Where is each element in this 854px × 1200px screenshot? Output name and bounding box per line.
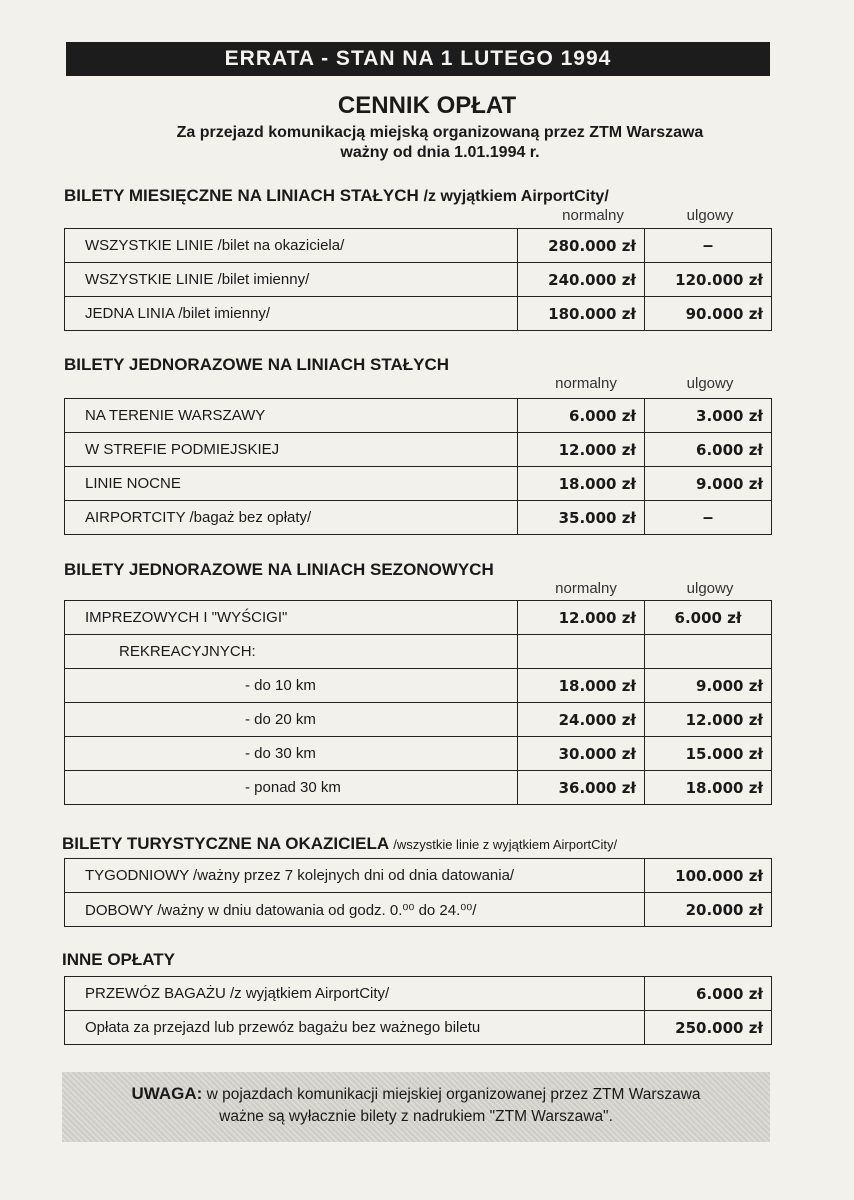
- col-normal-header: normalny: [562, 207, 624, 224]
- price-normal: 35.000 zł: [518, 501, 645, 535]
- price-reduced: 3.000 zł: [645, 399, 772, 433]
- table-row: [65, 1011, 772, 1045]
- price-reduced: –: [645, 229, 772, 263]
- single-fixed-table: [64, 398, 772, 535]
- subtitle-line-2: ważny od dnia 1.01.1994 r.: [340, 144, 540, 161]
- price-reduced: 12.000 zł: [645, 703, 772, 737]
- row-label: JEDNA LINIA /bilet imienny/: [65, 297, 518, 331]
- tourist-title: BILETY TURYSTYCZNE NA OKAZICIELA: [62, 834, 389, 853]
- price-reduced: 120.000 zł: [645, 263, 772, 297]
- price-normal: 12.000 zł: [518, 601, 645, 635]
- subtitle-line-1: Za przejazd komunikacją miejską organizowaną przez ZTM Warszawa: [176, 124, 704, 141]
- single-fixed-title: BILETY JEDNORAZOWE NA LINIACH STAŁYCH: [64, 355, 450, 374]
- price-reduced: 6.000 zł: [645, 601, 772, 635]
- table-row: [65, 501, 772, 535]
- tourist-table: [64, 858, 772, 927]
- row-label: W STREFIE PODMIEJSKIEJ: [65, 433, 518, 467]
- table-row: [65, 859, 772, 893]
- row-label: REKREACYJNYCH:: [65, 635, 518, 669]
- other-title: INNE OPŁATY: [62, 950, 176, 969]
- table-row: [65, 229, 772, 263]
- col-normal-header: normalny: [555, 580, 617, 597]
- section-monthly-title: [64, 186, 609, 206]
- price-normal: 30.000 zł: [518, 737, 645, 771]
- price-normal: 36.000 zł: [518, 771, 645, 805]
- col-reduced-header: ulgowy: [686, 207, 734, 224]
- row-label: PRZEWÓZ BAGAŻU /z wyjątkiem AirportCity/: [65, 977, 645, 1011]
- row-label: - do 20 km: [65, 703, 518, 737]
- row-label: - do 10 km: [65, 669, 518, 703]
- price-normal: 12.000 zł: [518, 433, 645, 467]
- table-row: [65, 703, 772, 737]
- single-seasonal-table: [64, 600, 772, 805]
- price-reduced: 18.000 zł: [645, 771, 772, 805]
- row-label: LINIE NOCNE: [65, 467, 518, 501]
- row-label: WSZYSTKIE LINIE /bilet na okaziciela/: [65, 229, 518, 263]
- notice-text: [62, 1083, 770, 1128]
- col-reduced-header: ulgowy: [686, 375, 734, 392]
- table-row: [65, 893, 772, 927]
- price-reduced: 90.000 zł: [645, 297, 772, 331]
- row-label: NA TERENIE WARSZAWY: [65, 399, 518, 433]
- price-normal: 6.000 zł: [518, 399, 645, 433]
- row-label: - ponad 30 km: [65, 771, 518, 805]
- row-label: WSZYSTKIE LINIE /bilet imienny/: [65, 263, 518, 297]
- col-normal-header: normalny: [555, 375, 617, 392]
- price-normal: [518, 635, 645, 669]
- table-row: [65, 977, 772, 1011]
- price: 20.000 zł: [645, 893, 772, 927]
- price-reduced: 9.000 zł: [645, 669, 772, 703]
- table-row: [65, 263, 772, 297]
- table-row: [65, 737, 772, 771]
- price-normal: 180.000 zł: [518, 297, 645, 331]
- row-label: IMPREZOWYCH I "WYŚCIGI": [65, 601, 518, 635]
- table-row: [65, 601, 772, 635]
- price-normal: 240.000 zł: [518, 263, 645, 297]
- price-reduced: 15.000 zł: [645, 737, 772, 771]
- monthly-note: /z wyjątkiem AirportCity/: [423, 188, 609, 205]
- tourist-note: /wszystkie linie z wyjątkiem AirportCity/: [393, 837, 618, 852]
- table-row: [65, 669, 772, 703]
- row-label: DOBOWY /ważny w dniu datowania od godz. 0.⁰⁰ do 24.⁰⁰/: [65, 893, 645, 927]
- single-seasonal-title: BILETY JEDNORAZOWE NA LINIACH SEZONOWYCH: [64, 560, 494, 579]
- section-tourist-title: [62, 834, 617, 854]
- price: 100.000 zł: [645, 859, 772, 893]
- table-row: [65, 297, 772, 331]
- price-reduced: [645, 635, 772, 669]
- col-reduced-header: ulgowy: [686, 580, 734, 597]
- errata-banner: ERRATA - STAN NA 1 LUTEGO 1994: [66, 42, 770, 76]
- page-title: CENNIK OPŁAT: [337, 92, 517, 119]
- other-table: [64, 976, 772, 1045]
- table-row: [65, 467, 772, 501]
- notice-line-2: ważne są wyłacznie bilety z nadrukiem "ZTM Warszawa".: [219, 1108, 613, 1125]
- page-subtitle: [60, 123, 820, 163]
- price-reduced: 6.000 zł: [645, 433, 772, 467]
- row-label: Opłata za przejazd lub przewóz bagażu bez ważnego biletu: [65, 1011, 645, 1045]
- table-row: [65, 399, 772, 433]
- price-normal: 18.000 zł: [518, 467, 645, 501]
- row-label: - do 30 km: [65, 737, 518, 771]
- price-reduced: 9.000 zł: [645, 467, 772, 501]
- row-label: TYGODNIOWY /ważny przez 7 kolejnych dni od dnia datowania/: [65, 859, 645, 893]
- table-row: [65, 433, 772, 467]
- price-normal: 18.000 zł: [518, 669, 645, 703]
- notice-label: UWAGA:: [131, 1084, 203, 1103]
- price-normal: 24.000 zł: [518, 703, 645, 737]
- monthly-table: [64, 228, 772, 331]
- price: 6.000 zł: [645, 977, 772, 1011]
- price-normal: 280.000 zł: [518, 229, 645, 263]
- notice-line-1: w pojazdach komunikacji miejskiej organizowanej przez ZTM Warszawa: [206, 1086, 701, 1103]
- table-row: [65, 771, 772, 805]
- monthly-title: BILETY MIESIĘCZNE NA LINIACH STAŁYCH: [64, 186, 419, 205]
- table-row: [65, 635, 772, 669]
- price-reduced: –: [645, 501, 772, 535]
- price: 250.000 zł: [645, 1011, 772, 1045]
- row-label: AIRPORTCITY /bagaż bez opłaty/: [65, 501, 518, 535]
